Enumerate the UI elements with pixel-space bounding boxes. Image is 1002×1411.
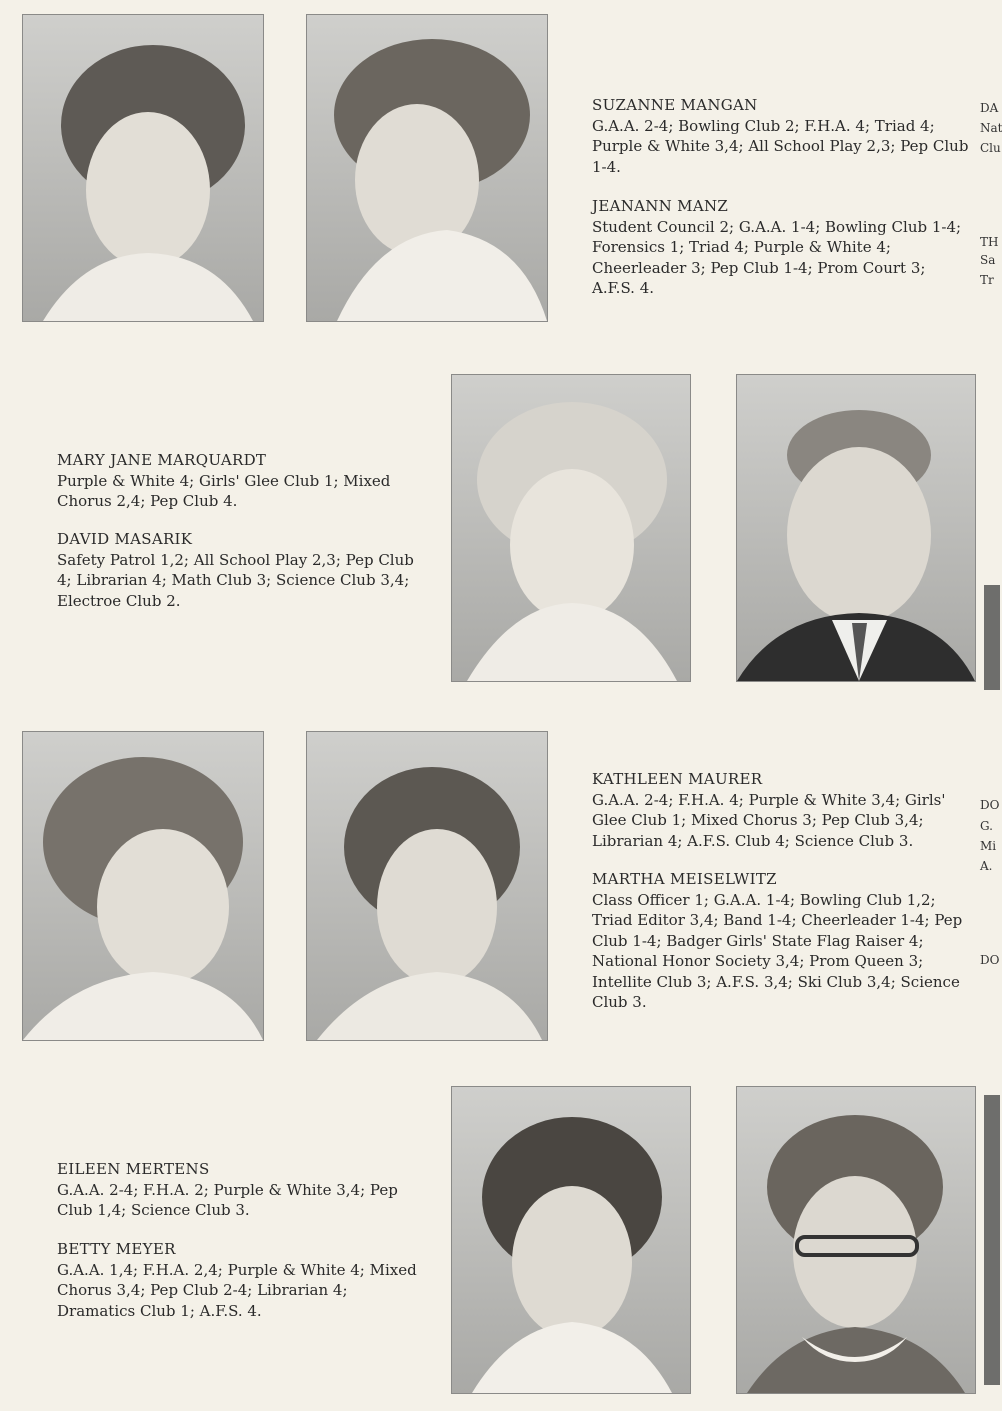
student-activities: G.A.A. 2-4; Bowling Club 2; F.H.A. 4; Triad 4; Purple & White 3,4; All School Play 2,3; Pep Club 1-4. [592, 116, 969, 176]
adjacent-page-fragment: DA [980, 101, 999, 115]
adjacent-page-fragment: Nat [980, 121, 1002, 135]
adjacent-page-fragment: TH [980, 235, 999, 249]
portrait-martha-meiselwitz [306, 731, 548, 1041]
student-activities: G.A.A. 1,4; F.H.A. 2,4; Purple & White 4; Mixed Chorus 3,4; Pep Club 2-4; Librarian 4; Dramatics Club 1; A.F.S. 4. [57, 1260, 417, 1320]
adjacent-page-fragment: Sa [980, 253, 996, 267]
student-entry [592, 869, 977, 1013]
student-activities: G.A.A. 2-4; F.H.A. 4; Purple & White 3,4; Girls' Glee Club 1; Mixed Chorus 3; Pep Club 3,4; Librarian 4; A.F.S. Club 4; Science Club 3. [592, 790, 946, 850]
student-name: MARY JANE MARQUARDT [57, 451, 267, 469]
student-name: DAVID MASARIK [57, 530, 193, 548]
adjacent-page-fragment: DO [980, 798, 1000, 812]
adjacent-page-fragment: G. [980, 819, 993, 833]
portrait-kathleen-maurer [22, 731, 264, 1041]
student-activities: Safety Patrol 1,2; All School Play 2,3; Pep Club 4; Librarian 4; Math Club 3; Science Club 3,4; Electroe Club 2. [57, 550, 414, 610]
student-entry [592, 196, 970, 299]
adjacent-page-fragment: Tr [980, 273, 994, 287]
portrait-mary-jane-marquardt [451, 374, 691, 682]
student-name: MARTHA MEISELWITZ [592, 870, 777, 888]
student-entry [57, 529, 432, 611]
student-entry [57, 1159, 417, 1221]
student-entry [592, 769, 977, 851]
student-activities: G.A.A. 2-4; F.H.A. 2; Purple & White 3,4; Pep Club 1,4; Science Club 3. [57, 1180, 398, 1219]
student-entry [57, 450, 432, 512]
portrait-eileen-mertens [451, 1086, 691, 1394]
portrait-suzanne-mangan [22, 14, 264, 322]
student-name: JEANANN MANZ [592, 197, 729, 215]
portrait-david-masarik [736, 374, 976, 682]
student-name: SUZANNE MANGAN [592, 96, 758, 114]
student-entry [592, 95, 970, 177]
portrait-betty-meyer [736, 1086, 976, 1394]
student-activities: Class Officer 1; G.A.A. 1-4; Bowling Club 1,2; Triad Editor 3,4; Band 1-4; Cheerleader 1-4; Pep Club 1-4; Badger Girls' State Flag Raiser 4; National Honor Society 3,4; Prom Queen 3; Intellite Club 3; A.F.S. 3,4; Ski Club 3,4; Science Club 3. [592, 890, 963, 1011]
student-name: EILEEN MERTENS [57, 1160, 210, 1178]
student-name: BETTY MEYER [57, 1240, 176, 1258]
adjacent-page-fragment: A. [980, 859, 993, 873]
adjacent-page-photo-edge [984, 1095, 1000, 1385]
student-activities: Purple & White 4; Girls' Glee Club 1; Mixed Chorus 2,4; Pep Club 4. [57, 471, 391, 510]
adjacent-page-photo-edge [984, 585, 1000, 690]
portrait-jeanann-manz [306, 14, 548, 322]
student-entry [57, 1239, 417, 1321]
adjacent-page-fragment: Clu [980, 141, 1001, 155]
student-activities: Student Council 2; G.A.A. 1-4; Bowling Club 1-4; Forensics 1; Triad 4; Purple & White 4; Cheerleader 3; Pep Club 1-4; Prom Court 3; A.F.S. 4. [592, 217, 962, 297]
adjacent-page-fragment: Mi [980, 839, 997, 853]
adjacent-page-fragment: DO [980, 953, 1000, 967]
student-name: KATHLEEN MAURER [592, 770, 763, 788]
